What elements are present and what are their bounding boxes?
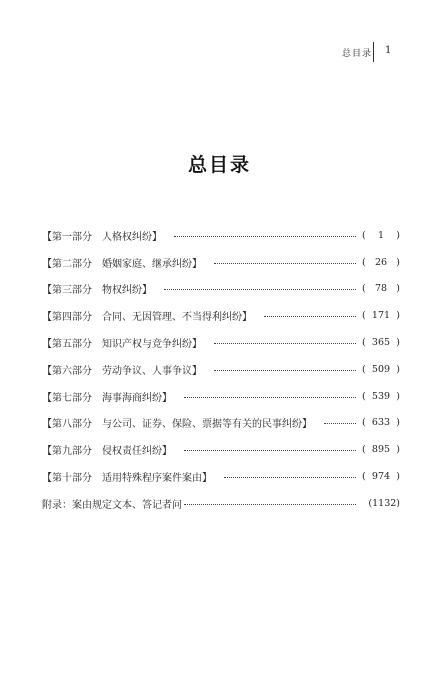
running-head — [300, 42, 412, 62]
toc-entry-part-7[interactable] — [42, 383, 400, 410]
toc-page-number: ( 78 ) — [362, 283, 400, 295]
table-of-contents — [42, 222, 400, 517]
toc-page-number: ( 1 ) — [362, 229, 400, 241]
toc-entry-title: 物权纠纷 — [102, 285, 142, 297]
toc-dot-leader — [184, 504, 356, 505]
toc-entry-part-1[interactable] — [42, 222, 400, 249]
toc-part-label: 【第三部分 — [42, 285, 92, 297]
toc-page-number: ( 26 ) — [362, 256, 400, 268]
toc-closing-bracket: 】 — [162, 392, 172, 404]
toc-closing-bracket: 】 — [192, 258, 202, 270]
toc-dot-leader — [184, 450, 356, 451]
toc-dot-leader — [324, 423, 356, 424]
running-head-page-number: 1 — [385, 45, 393, 56]
toc-part-label: 【第六部分 — [42, 365, 92, 377]
toc-page-number: ( 633 ) — [362, 417, 400, 429]
toc-entry-title: 劳动争议、人事争议 — [102, 365, 192, 377]
toc-closing-bracket: 】 — [302, 419, 312, 431]
toc-dot-leader — [214, 343, 356, 344]
toc-dot-leader — [224, 477, 356, 478]
toc-entry-title: 海事海商纠纷 — [102, 392, 162, 404]
toc-entry-part-8[interactable] — [42, 410, 400, 437]
toc-closing-bracket: 】 — [162, 446, 172, 458]
toc-entry-title: 婚姻家庭、继承纠纷 — [102, 258, 192, 270]
toc-closing-bracket: 】 — [192, 339, 202, 351]
toc-page-number: ( 895 ) — [362, 444, 400, 456]
toc-dot-leader — [164, 289, 356, 290]
running-head-divider — [373, 42, 374, 62]
toc-entry-part-5[interactable] — [42, 329, 400, 356]
toc-dot-leader — [214, 263, 356, 264]
toc-dot-leader — [184, 397, 356, 398]
toc-appendix-label: 附录：案由规定文本、答记者问 — [42, 499, 182, 511]
toc-entry-title: 与公司、证券、保险、票据等有关的民事纠纷 — [102, 419, 302, 431]
toc-part-label: 【第十部分 — [42, 473, 92, 485]
running-head-title: 总目录 — [342, 49, 373, 59]
toc-page-number: ( 365 ) — [362, 337, 400, 349]
toc-part-label: 【第八部分 — [42, 419, 92, 431]
toc-page-number: ( 974 ) — [362, 471, 400, 483]
toc-dot-leader — [214, 370, 356, 371]
toc-closing-bracket: 】 — [152, 231, 162, 243]
toc-page-number: (1132) — [368, 497, 400, 509]
page-title: 总目录 — [187, 154, 251, 176]
toc-page-number: ( 539 ) — [362, 390, 400, 402]
toc-entry-title: 合同、无因管理、不当得利纠纷 — [102, 312, 242, 324]
toc-closing-bracket: 】 — [142, 285, 152, 297]
toc-part-label: 【第七部分 — [42, 392, 92, 404]
toc-part-label: 【第九部分 — [42, 446, 92, 458]
toc-closing-bracket: 】 — [242, 312, 252, 324]
toc-entry-title: 适用特殊程序案件案由 — [102, 473, 202, 485]
toc-part-label: 【第一部分 — [42, 231, 92, 243]
toc-closing-bracket: 】 — [192, 365, 202, 377]
toc-entry-part-9[interactable] — [42, 436, 400, 463]
toc-part-label: 【第四部分 — [42, 312, 92, 324]
toc-entry-title: 人格权纠纷 — [102, 231, 152, 243]
toc-page-number: ( 171 ) — [362, 310, 400, 322]
toc-entry-part-2[interactable] — [42, 249, 400, 276]
toc-entry-part-10[interactable] — [42, 463, 400, 490]
toc-dot-leader — [174, 236, 356, 237]
toc-entry-title: 知识产权与竞争纠纷 — [102, 339, 192, 351]
toc-entry-part-3[interactable] — [42, 276, 400, 303]
toc-part-label: 【第二部分 — [42, 258, 92, 270]
toc-entry-appendix[interactable] — [42, 490, 400, 517]
toc-entry-part-4[interactable] — [42, 302, 400, 329]
toc-dot-leader — [264, 316, 356, 317]
toc-entry-part-6[interactable] — [42, 356, 400, 383]
toc-entry-title: 侵权责任纠纷 — [102, 446, 162, 458]
toc-part-label: 【第五部分 — [42, 339, 92, 351]
toc-closing-bracket: 】 — [202, 473, 212, 485]
toc-page-number: ( 509 ) — [362, 363, 400, 375]
